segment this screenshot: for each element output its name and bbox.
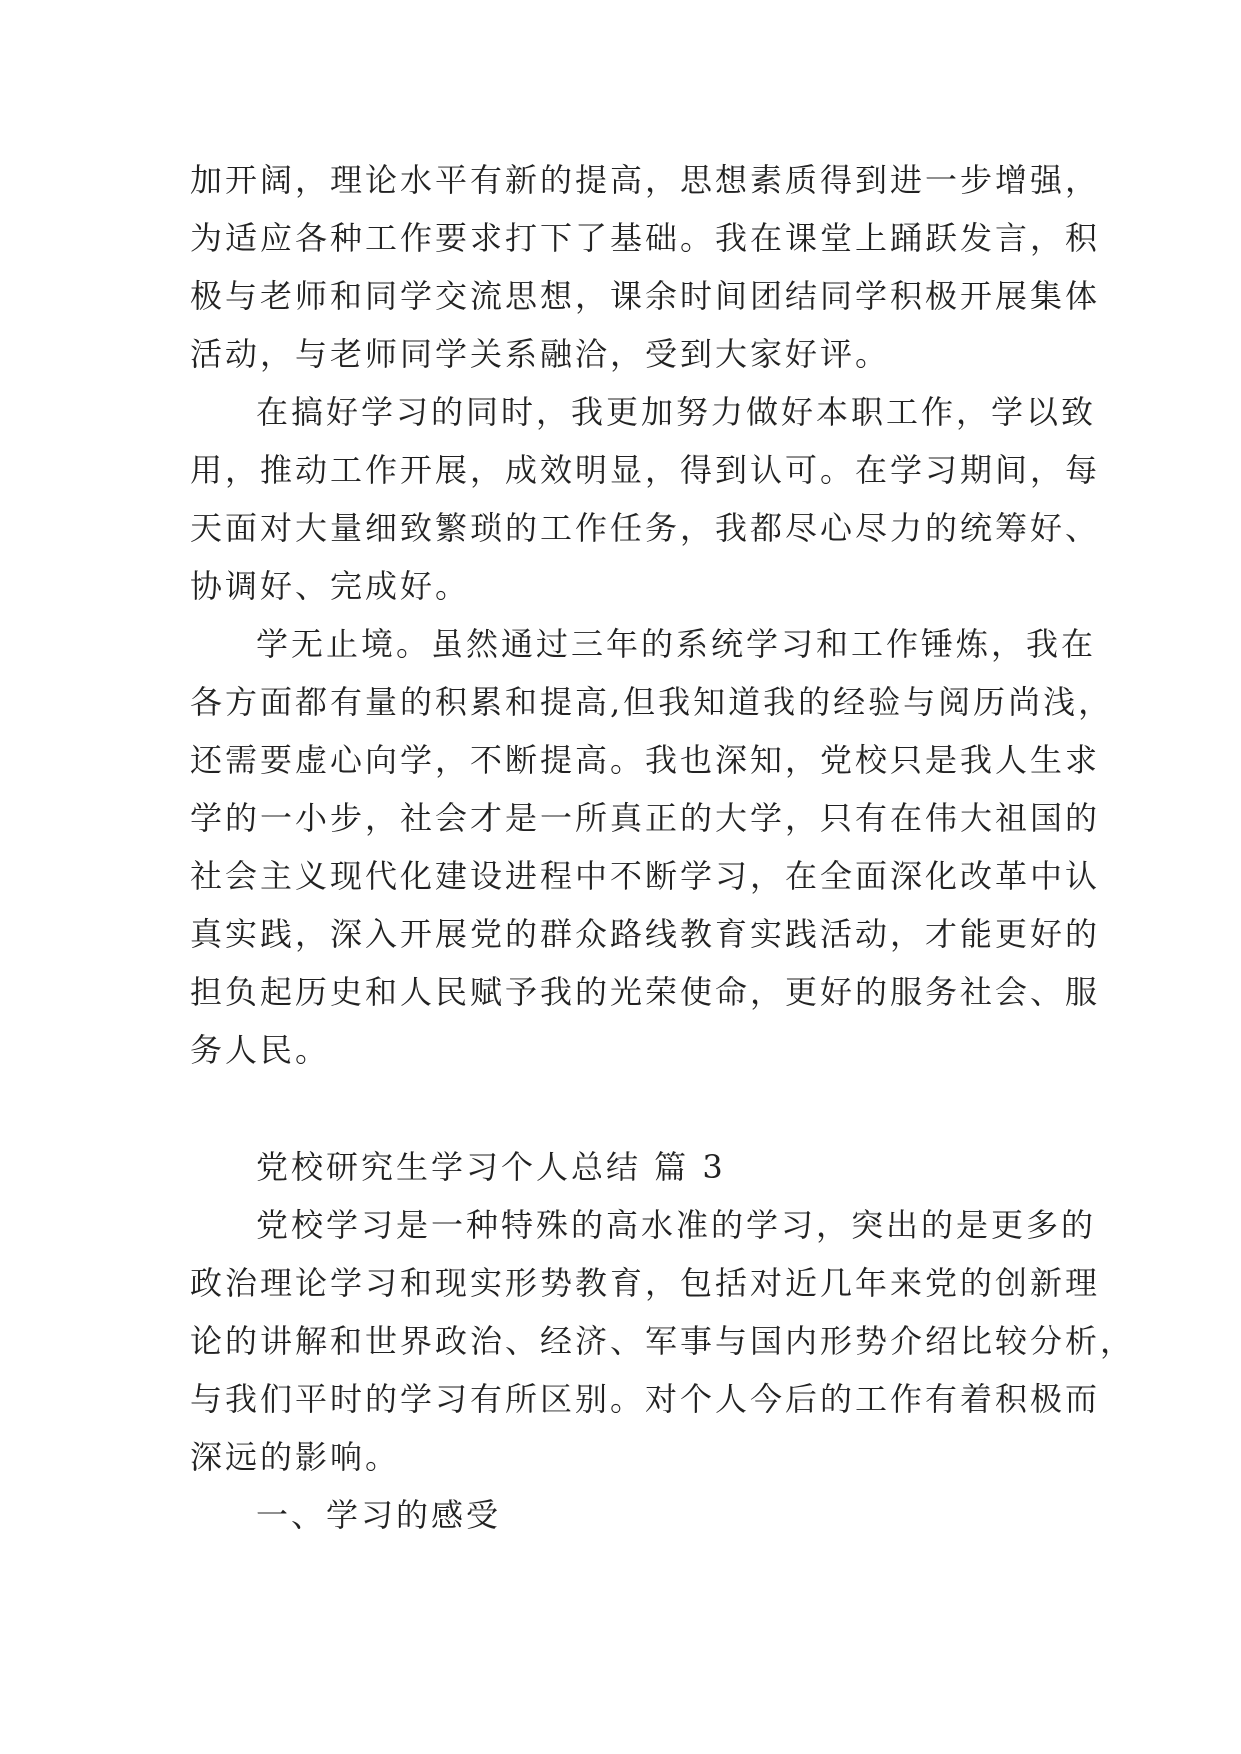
text-line: 协调好、完成好。 [190,567,471,605]
paragraph-first-line: 学无止境。虽然通过三年的系统学习和工作锤炼，我在 [256,625,1097,663]
text-line: 学的一小步，社会才是一所真正的大学，只有在伟大祖国的 [190,799,1101,837]
text-line: 真实践，深入开展党的群众路线教育实践活动，才能更好的 [190,915,1101,953]
text-line: 还需要虚心向学，不断提高。我也深知，党校只是我人生求 [190,741,1101,779]
text-line: 务人民。 [190,1031,331,1069]
paragraph-first-line: 党校学习是一种特殊的高水准的学习，突出的是更多的 [256,1206,1097,1244]
text-line: 用，推动工作开展，成效明显，得到认可。在学习期间，每 [190,451,1101,489]
text-line: 深远的影响。 [190,1438,401,1476]
subsection-heading: 一、学习的感受 [256,1496,502,1534]
text-line: 社会主义现代化建设进程中不断学习，在全面深化改革中认 [190,857,1101,895]
text-line: 加开阔，理论水平有新的提高，思想素质得到进一步增强， [190,161,1101,199]
text-line: 论的讲解和世界政治、经济、军事与国内形势介绍比较分析， [190,1322,1136,1360]
text-line: 担负起历史和人民赋予我的光荣使命，更好的服务社会、服 [190,973,1101,1011]
text-line: 政治理论学习和现实形势教育，包括对近几年来党的创新理 [190,1264,1101,1302]
text-line: 为适应各种工作要求打下了基础。我在课堂上踊跃发言，积 [190,219,1101,257]
text-line: 各方面都有量的积累和提高,但我知道我的经验与阅历尚浅， [190,683,1114,721]
section-heading: 党校研究生学习个人总结 篇 3 [256,1148,726,1186]
text-line: 天面对大量细致繁琐的工作任务，我都尽心尽力的统筹好、 [190,509,1101,547]
text-line: 与我们平时的学习有所区别。对个人今后的工作有着积极而 [190,1380,1101,1418]
text-line: 活动，与老师同学关系融洽，受到大家好评。 [190,335,891,373]
paragraph-first-line: 在搞好学习的同时，我更加努力做好本职工作，学以致 [256,393,1097,431]
text-line: 极与老师和同学交流思想，课余时间团结同学积极开展集体 [190,277,1101,315]
